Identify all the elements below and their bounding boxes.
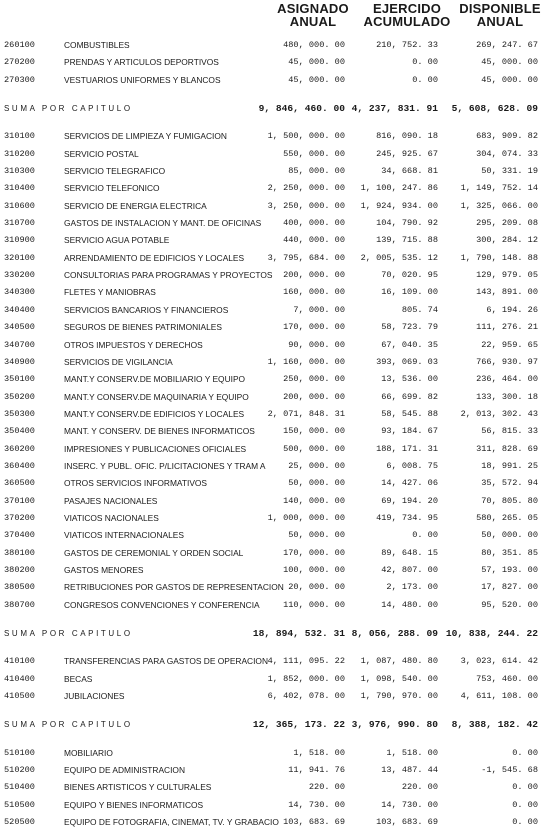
account-code: 310700 bbox=[4, 218, 35, 229]
ejercido-value: 805. 74 bbox=[401, 304, 438, 315]
account-description: VIATICOS NACIONALES bbox=[64, 512, 159, 523]
ejercido-value: 220. 00 bbox=[401, 782, 438, 793]
account-code: 330200 bbox=[4, 270, 35, 281]
ejercido-value: 0. 00 bbox=[412, 530, 438, 541]
asignado-value: 170, 000. 00 bbox=[283, 322, 345, 333]
row-spacer bbox=[0, 705, 550, 716]
asignado-value: 100, 000. 00 bbox=[283, 564, 345, 575]
account-description: BECAS bbox=[64, 673, 93, 684]
disponible-value: 766, 930. 97 bbox=[476, 356, 538, 367]
table-row bbox=[0, 284, 550, 301]
account-code: 380200 bbox=[4, 564, 35, 575]
account-description: ARRENDAMIENTO DE EDIFICIOS Y LOCALES bbox=[64, 252, 245, 263]
account-description: SERVICIO POSTAL bbox=[64, 148, 139, 159]
asignado-value: 3, 795, 684. 00 bbox=[267, 252, 345, 263]
disponible-value: 269, 247. 67 bbox=[476, 40, 538, 50]
table-row bbox=[0, 337, 550, 354]
ejercido-value: 89, 648. 15 bbox=[381, 547, 438, 558]
header-asignado bbox=[268, 2, 358, 28]
table-row bbox=[0, 389, 550, 406]
asignado-value: 85, 000. 00 bbox=[288, 166, 345, 177]
ejercido-value: 1, 098, 540. 00 bbox=[360, 673, 438, 684]
ejercido-value: 16, 109. 00 bbox=[381, 287, 438, 298]
table-row bbox=[0, 493, 550, 510]
ejercido-value: 188, 171. 31 bbox=[376, 443, 438, 454]
account-code: 340900 bbox=[4, 356, 35, 367]
header-ejercido-line1: EJERCIDO bbox=[372, 1, 442, 16]
table-row bbox=[0, 354, 550, 371]
disponible-value: 1, 790, 148. 88 bbox=[460, 252, 538, 263]
header-ejercido bbox=[357, 2, 457, 28]
table-row bbox=[0, 232, 550, 249]
account-description: SERVICIOS DE VIGILANCIA bbox=[64, 356, 173, 367]
disponible-value: 6, 194. 26 bbox=[486, 304, 538, 315]
account-code: 350300 bbox=[4, 408, 35, 419]
account-code: 510200 bbox=[4, 765, 35, 776]
disponible-value: 236, 464. 00 bbox=[476, 374, 538, 385]
ejercido-value: 393, 069. 03 bbox=[376, 356, 438, 367]
disponible-value: 304, 074. 33 bbox=[476, 148, 538, 159]
account-code: 340500 bbox=[4, 322, 35, 333]
header-disponible-line2: ANUAL bbox=[476, 14, 524, 29]
account-code: 360500 bbox=[4, 478, 35, 489]
asignado-value: 2, 071, 848. 31 bbox=[267, 408, 345, 419]
asignado-value: 1, 000, 000. 00 bbox=[267, 512, 345, 523]
disponible-value: 17, 827. 00 bbox=[481, 582, 538, 593]
disponible-value: 45, 000. 00 bbox=[481, 57, 538, 68]
asignado-value: 1, 500, 000. 00 bbox=[267, 131, 345, 142]
asignado-value: 45, 000. 00 bbox=[288, 57, 345, 68]
asignado-value: 3, 250, 000. 00 bbox=[267, 200, 345, 211]
disponible-value: 0. 00 bbox=[512, 799, 538, 810]
account-code: 510400 bbox=[4, 782, 35, 793]
ejercido-value: 419, 734. 95 bbox=[376, 512, 438, 523]
ejercido-value: 2, 005, 535. 12 bbox=[360, 252, 438, 263]
account-code: 410400 bbox=[4, 673, 35, 684]
disponible-value: 300, 284. 12 bbox=[476, 235, 538, 246]
disponible-value: 295, 209. 08 bbox=[476, 218, 538, 229]
summary-row bbox=[0, 716, 550, 733]
row-spacer bbox=[0, 734, 550, 745]
account-code: 270200 bbox=[4, 57, 35, 68]
asignado-value: 90, 000. 00 bbox=[288, 339, 345, 350]
asignado-value: 4, 111, 095. 22 bbox=[267, 656, 345, 667]
ejercido-value: 14, 427. 06 bbox=[381, 478, 438, 489]
account-description: INSERC. Y PUBL. OFIC. P/LICITACIONES Y TRAM A bbox=[64, 460, 266, 471]
ejercido-total: 4, 237, 831. 91 bbox=[351, 103, 438, 115]
asignado-value: 500, 000. 00 bbox=[283, 443, 345, 454]
disponible-value: 22, 959. 65 bbox=[481, 339, 538, 350]
ejercido-value: 13, 487. 44 bbox=[381, 765, 438, 776]
ejercido-value: 104, 790. 92 bbox=[376, 218, 438, 229]
disponible-value: 2, 013, 302. 43 bbox=[460, 408, 538, 419]
ejercido-value: 14, 730. 00 bbox=[381, 799, 438, 810]
table-row bbox=[0, 146, 550, 163]
asignado-value: 25, 000. 00 bbox=[288, 460, 345, 471]
account-code: 360200 bbox=[4, 443, 35, 454]
asignado-value: 150, 000. 00 bbox=[283, 426, 345, 437]
asignado-value: 200, 000. 00 bbox=[283, 391, 345, 402]
account-description: OTROS IMPUESTOS Y DERECHOS bbox=[64, 339, 203, 350]
asignado-value: 6, 402, 078. 00 bbox=[267, 691, 345, 702]
account-description: SEGUROS DE BIENES PATRIMONIALES bbox=[64, 322, 222, 333]
account-description: MANT.Y CONSERV.DE MOBILIARIO Y EQUIPO bbox=[64, 374, 246, 385]
table-row bbox=[0, 441, 550, 458]
disponible-value: 70, 805. 80 bbox=[481, 495, 538, 506]
table-row bbox=[0, 406, 550, 423]
asignado-value: 1, 518. 00 bbox=[293, 747, 345, 758]
disponible-value: -1, 545. 68 bbox=[481, 765, 538, 776]
disponible-value: 3, 023, 614. 42 bbox=[460, 656, 538, 667]
account-description: SERVICIO TELEFONICO bbox=[64, 183, 160, 194]
account-description: BIENES ARTISTICOS Y CULTURALES bbox=[64, 782, 212, 793]
asignado-total: 18, 894, 532. 31 bbox=[252, 628, 345, 639]
table-row bbox=[0, 37, 550, 54]
account-code: 380100 bbox=[4, 547, 35, 558]
ejercido-value: 14, 480. 00 bbox=[381, 599, 438, 610]
disponible-total: 5, 608, 628. 09 bbox=[451, 103, 538, 115]
table-row bbox=[0, 319, 550, 336]
table-row bbox=[0, 779, 550, 796]
summary-row bbox=[0, 625, 550, 642]
table-row bbox=[0, 458, 550, 475]
table-row bbox=[0, 527, 550, 544]
ejercido-value: 58, 545. 88 bbox=[381, 408, 438, 419]
ejercido-value: 0. 00 bbox=[412, 57, 438, 68]
account-code: 370100 bbox=[4, 495, 35, 506]
ejercido-value: 1, 790, 970. 00 bbox=[360, 691, 438, 702]
account-code: 360400 bbox=[4, 460, 35, 471]
account-description: IMPRESIONES Y PUBLICACIONES OFICIALES bbox=[64, 443, 247, 454]
ejercido-value: 103, 683. 69 bbox=[376, 817, 438, 828]
ejercido-value: 6, 008. 75 bbox=[386, 460, 438, 471]
disponible-value: 50, 331. 19 bbox=[481, 166, 538, 177]
account-code: 350400 bbox=[4, 426, 35, 437]
account-code: 510500 bbox=[4, 799, 35, 810]
table-row bbox=[0, 562, 550, 579]
ejercido-value: 93, 184. 67 bbox=[381, 426, 438, 437]
asignado-value: 110, 000. 00 bbox=[283, 599, 345, 610]
disponible-value: 753, 460. 00 bbox=[476, 673, 538, 684]
account-code: 410100 bbox=[4, 656, 35, 667]
ejercido-value: 69, 194. 20 bbox=[381, 495, 438, 506]
asignado-value: 250, 000. 00 bbox=[283, 374, 345, 385]
table-row bbox=[0, 250, 550, 267]
ejercido-value: 13, 536. 00 bbox=[381, 374, 438, 385]
asignado-value: 170, 000. 00 bbox=[283, 547, 345, 558]
account-code: 370200 bbox=[4, 512, 35, 523]
account-code: 370400 bbox=[4, 530, 35, 541]
account-code: 310200 bbox=[4, 148, 35, 159]
table-row bbox=[0, 215, 550, 232]
account-description: MOBILIARIO bbox=[64, 747, 113, 758]
account-code: 340300 bbox=[4, 287, 35, 298]
table-row bbox=[0, 653, 550, 670]
disponible-value: 1, 149, 752. 14 bbox=[460, 183, 538, 194]
disponible-total: 10, 838, 244. 22 bbox=[445, 628, 538, 639]
account-code: 380500 bbox=[4, 582, 35, 593]
account-description: EQUIPO Y BIENES INFORMATICOS bbox=[64, 799, 204, 810]
disponible-value: 0. 00 bbox=[512, 817, 538, 828]
table-row bbox=[0, 54, 550, 71]
disponible-value: 56, 815. 33 bbox=[481, 426, 538, 437]
ejercido-value: 139, 715. 88 bbox=[376, 235, 438, 246]
row-spacer bbox=[0, 614, 550, 625]
account-description: MANT.Y CONSERV.DE EDIFICIOS Y LOCALES bbox=[64, 408, 245, 419]
header-asignado-line1: ASIGNADO bbox=[277, 1, 349, 16]
account-code: 510100 bbox=[4, 747, 35, 758]
header-disponible-line1: DISPONIBLE bbox=[459, 1, 541, 16]
asignado-value: 50, 000. 00 bbox=[288, 478, 345, 489]
account-description: CONGRESOS CONVENCIONES Y CONFERENCIA bbox=[64, 599, 260, 610]
account-description: CONSULTORIAS PARA PROGRAMAS Y PROYECTOS bbox=[64, 270, 273, 281]
account-code: 310300 bbox=[4, 166, 35, 177]
table-row bbox=[0, 163, 550, 180]
asignado-value: 1, 160, 000. 00 bbox=[267, 356, 345, 367]
disponible-value: 0. 00 bbox=[512, 747, 538, 758]
table-row bbox=[0, 128, 550, 145]
disponible-value: 4, 611, 108. 00 bbox=[460, 691, 538, 702]
account-description: FLETES Y MANIOBRAS bbox=[64, 287, 156, 298]
account-description: GASTOS DE CEREMONIAL Y ORDEN SOCIAL bbox=[64, 547, 244, 558]
account-description: TRANSFERENCIAS PARA GASTOS DE OPERACION bbox=[64, 656, 268, 667]
disponible-value: 57, 193. 00 bbox=[481, 564, 538, 575]
disponible-value: 50, 000. 00 bbox=[481, 530, 538, 541]
ejercido-value: 66, 699. 82 bbox=[381, 391, 438, 402]
disponible-value: 35, 572. 94 bbox=[481, 478, 538, 489]
account-description: PRENDAS Y ARTICULOS DEPORTIVOS bbox=[64, 57, 219, 68]
account-code: 260100 bbox=[4, 40, 35, 50]
account-code: 340400 bbox=[4, 304, 35, 315]
account-code: 310900 bbox=[4, 235, 35, 246]
table-row bbox=[0, 597, 550, 614]
table-row bbox=[0, 762, 550, 779]
asignado-value: 7, 000. 00 bbox=[293, 304, 345, 315]
table-row bbox=[0, 72, 550, 89]
asignado-value: 11, 941. 76 bbox=[288, 765, 345, 776]
disponible-total: 8, 388, 182. 42 bbox=[451, 719, 538, 731]
account-code: 310600 bbox=[4, 200, 35, 211]
disponible-value: 1, 325, 066. 00 bbox=[460, 200, 538, 211]
table-row bbox=[0, 180, 550, 197]
account-code: 350100 bbox=[4, 374, 35, 385]
summary-label: SUMA POR CAPITULO bbox=[4, 104, 133, 114]
asignado-value: 550, 000. 00 bbox=[283, 148, 345, 159]
account-description: SERVICIOS BANCARIOS Y FINANCIEROS bbox=[64, 304, 229, 315]
header-disponible bbox=[455, 2, 545, 28]
disponible-value: 95, 520. 00 bbox=[481, 599, 538, 610]
header-asignado-line2: ANUAL bbox=[289, 14, 337, 29]
account-description: VIATICOS INTERNACIONALES bbox=[64, 530, 184, 541]
asignado-value: 1, 852, 000. 00 bbox=[267, 673, 345, 684]
account-description: VESTUARIOS UNIFORMES Y BLANCOS bbox=[64, 74, 221, 85]
account-description: MANT.Y CONSERV.DE MAQUINARIA Y EQUIPO bbox=[64, 391, 249, 402]
account-code: 380700 bbox=[4, 599, 35, 610]
asignado-value: 103, 683. 69 bbox=[283, 817, 345, 828]
asignado-total: 9, 846, 460. 00 bbox=[258, 103, 345, 115]
ejercido-total: 3, 976, 990. 80 bbox=[351, 719, 438, 731]
summary-row bbox=[0, 100, 550, 117]
account-description: RETRIBUCIONES POR GASTOS DE REPRESENTACION bbox=[64, 582, 284, 593]
row-spacer bbox=[0, 642, 550, 653]
account-description: EQUIPO DE ADMINISTRACION bbox=[64, 765, 185, 776]
disponible-value: 311, 828. 69 bbox=[476, 443, 538, 454]
asignado-value: 45, 000. 00 bbox=[288, 74, 345, 85]
account-code: 320100 bbox=[4, 252, 35, 263]
table-row bbox=[0, 423, 550, 440]
account-code: 270300 bbox=[4, 74, 35, 85]
table-row bbox=[0, 814, 550, 831]
ejercido-total: 8, 056, 288. 09 bbox=[351, 628, 438, 639]
asignado-value: 440, 000. 00 bbox=[283, 235, 345, 246]
account-description: GASTOS MENORES bbox=[64, 564, 144, 575]
asignado-value: 20, 000. 00 bbox=[288, 582, 345, 593]
table-row bbox=[0, 545, 550, 562]
table-row bbox=[0, 302, 550, 319]
asignado-value: 160, 000. 00 bbox=[283, 287, 345, 298]
table-row bbox=[0, 579, 550, 596]
asignado-value: 14, 730. 00 bbox=[288, 799, 345, 810]
summary-label: SUMA POR CAPITULO bbox=[4, 720, 133, 730]
account-code: 310400 bbox=[4, 183, 35, 194]
header-ejercido-line2: ACUMULADO bbox=[363, 14, 451, 29]
account-description: JUBILACIONES bbox=[64, 691, 125, 702]
table-row bbox=[0, 671, 550, 688]
account-code: 350200 bbox=[4, 391, 35, 402]
ejercido-value: 1, 924, 934. 00 bbox=[360, 200, 438, 211]
table-row bbox=[0, 797, 550, 814]
account-description: SERVICIO TELEGRAFICO bbox=[64, 166, 166, 177]
account-code: 410500 bbox=[4, 691, 35, 702]
account-code: 520500 bbox=[4, 817, 35, 828]
ejercido-value: 42, 807. 00 bbox=[381, 564, 438, 575]
ejercido-value: 58, 723. 79 bbox=[381, 322, 438, 333]
disponible-value: 18, 991. 25 bbox=[481, 460, 538, 471]
asignado-total: 12, 365, 173. 22 bbox=[252, 719, 345, 731]
account-code: 340700 bbox=[4, 339, 35, 350]
disponible-value: 129, 979. 05 bbox=[476, 270, 538, 281]
account-description: EQUIPO DE FOTOGRAFIA, CINEMAT, TV. Y GRABACIO bbox=[64, 817, 279, 828]
account-description: SERVICIO DE ENERGIA ELECTRICA bbox=[64, 200, 207, 211]
asignado-value: 220. 00 bbox=[308, 782, 345, 793]
row-spacer bbox=[0, 89, 550, 100]
ejercido-value: 210, 752. 33 bbox=[376, 40, 438, 50]
budget-table bbox=[0, 37, 550, 831]
account-description: OTROS SERVICIOS INFORMATIVOS bbox=[64, 478, 208, 489]
table-row bbox=[0, 510, 550, 527]
disponible-value: 683, 909. 82 bbox=[476, 131, 538, 142]
summary-label: SUMA POR CAPITULO bbox=[4, 629, 133, 638]
table-row bbox=[0, 198, 550, 215]
disponible-value: 580, 265. 05 bbox=[476, 512, 538, 523]
asignado-value: 50, 000. 00 bbox=[288, 530, 345, 541]
ejercido-value: 1, 087, 480. 80 bbox=[360, 656, 438, 667]
row-spacer bbox=[0, 117, 550, 128]
account-code: 310100 bbox=[4, 131, 35, 142]
account-description: COMBUSTIBLES bbox=[64, 40, 130, 50]
table-row bbox=[0, 688, 550, 705]
disponible-value: 80, 351. 85 bbox=[481, 547, 538, 558]
asignado-value: 2, 250, 000. 00 bbox=[267, 183, 345, 194]
account-description: SERVICIO AGUA POTABLE bbox=[64, 235, 170, 246]
disponible-value: 0. 00 bbox=[512, 782, 538, 793]
ejercido-value: 2, 173. 00 bbox=[386, 582, 438, 593]
table-row bbox=[0, 745, 550, 762]
ejercido-value: 34, 668. 81 bbox=[381, 166, 438, 177]
asignado-value: 200, 000. 00 bbox=[283, 270, 345, 281]
table-row bbox=[0, 475, 550, 492]
ejercido-value: 70, 020. 95 bbox=[381, 270, 438, 281]
account-description: MANT. Y CONSERV. DE BIENES INFORMATICOS bbox=[64, 426, 255, 437]
ejercido-value: 816, 090. 18 bbox=[376, 131, 438, 142]
asignado-value: 480, 000. 00 bbox=[283, 40, 345, 50]
account-description: PASAJES NACIONALES bbox=[64, 495, 158, 506]
asignado-value: 140, 000. 00 bbox=[283, 495, 345, 506]
ejercido-value: 67, 040. 35 bbox=[381, 339, 438, 350]
table-row bbox=[0, 267, 550, 284]
ejercido-value: 0. 00 bbox=[412, 74, 438, 85]
disponible-value: 45, 000. 00 bbox=[481, 74, 538, 85]
account-description: SERVICIOS DE LIMPIEZA Y FUMIGACION bbox=[64, 131, 227, 142]
disponible-value: 111, 276. 21 bbox=[476, 322, 538, 333]
ejercido-value: 1, 518. 00 bbox=[386, 747, 438, 758]
account-description: GASTOS DE INSTALACION Y MANT. DE OFICINAS bbox=[64, 218, 262, 229]
disponible-value: 143, 891. 00 bbox=[476, 287, 538, 298]
ejercido-value: 1, 100, 247. 86 bbox=[360, 183, 438, 194]
disponible-value: 133, 300. 18 bbox=[476, 391, 538, 402]
asignado-value: 400, 000. 00 bbox=[283, 218, 345, 229]
table-row bbox=[0, 371, 550, 388]
ejercido-value: 245, 925. 67 bbox=[376, 148, 438, 159]
